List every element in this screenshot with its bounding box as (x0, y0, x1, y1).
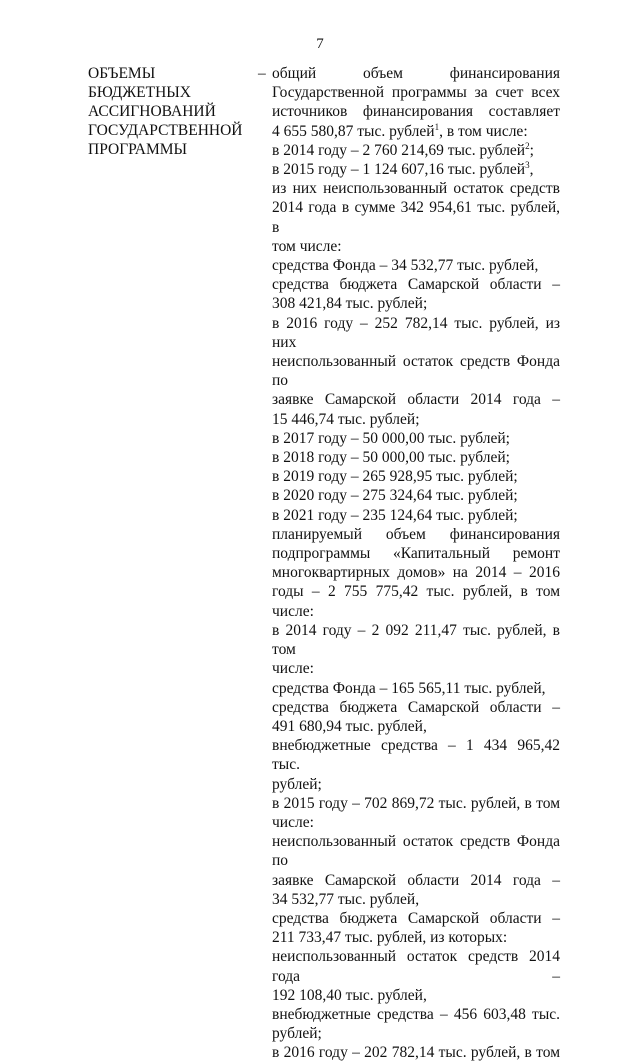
text-line (272, 410, 560, 429)
line-text: средства Фонда – 34 532,77 тыс. рублей, (272, 257, 539, 275)
line-text: в 2021 году – 235 124,64 тыс. рублей; (272, 506, 518, 524)
line-text: заявке Самарской области 2014 года – (272, 871, 560, 889)
text-line (272, 928, 560, 947)
line-text: в 2015 году – 702 869,72 тыс. рублей, в том (272, 794, 560, 812)
line-text: неиспользованный остаток средств Фонда по (272, 353, 560, 390)
line-text: рублей; (272, 1025, 322, 1043)
text-line (272, 352, 560, 390)
text-line (272, 1043, 560, 1062)
line-text: внебюджетные средства – 1 434 965,42 тыс. (272, 737, 560, 774)
line-text: в 2020 году – 275 324,64 тыс. рублей; (272, 487, 518, 505)
line-text: числе: (272, 660, 314, 678)
line-text: средства бюджета Самарской области – (272, 698, 560, 716)
line-text: рублей; (272, 775, 322, 793)
line-text: в 2014 году – 2 092 211,47 тыс. рублей, в том (272, 621, 560, 659)
line-text: в 2016 году – 202 782,14 тыс. рублей, в том (272, 1044, 560, 1062)
line-text: 2014 года в сумме 342 954,61 тыс. рублей, в (272, 199, 560, 236)
text-line (272, 122, 560, 141)
line-text: 192 108,40 тыс. рублей, (272, 986, 427, 1004)
text-line (272, 986, 560, 1005)
line-text: средства бюджета Самарской области – (272, 276, 560, 294)
line-text: средства Фонда – 165 565,11 тыс. рублей, (272, 679, 546, 697)
line-text-suffix: , (529, 161, 534, 179)
text-line (272, 294, 560, 313)
text-line (272, 947, 560, 985)
allocation-text (272, 64, 560, 1063)
line-text: 34 532,77 тыс. рублей, (272, 890, 420, 908)
text-line (272, 314, 560, 352)
text-line (272, 1024, 560, 1043)
text-line (272, 179, 560, 198)
text-line (272, 909, 560, 928)
heading-line: БЮДЖЕТНЫХ (88, 84, 191, 101)
text-line (272, 198, 560, 236)
text-line (272, 1005, 560, 1024)
line-text-suffix: ; (529, 141, 534, 159)
text-line (272, 621, 560, 659)
line-text: заявке Самарской области 2014 года – (272, 391, 560, 409)
text-line (272, 832, 560, 870)
line-text: в 2016 году – 252 782,14 тыс. рублей, из них (272, 314, 560, 351)
line-text: 308 421,84 тыс. рублей; (272, 295, 428, 313)
line-text-suffix: , в том числе: (439, 122, 528, 140)
line-text: в 2018 году – 50 000,00 тыс. рублей; (272, 449, 510, 467)
text-line (272, 486, 560, 505)
text-line (272, 141, 560, 160)
text-line (272, 448, 560, 467)
line-text: подпрограммы «Капитальный ремонт (272, 545, 560, 563)
line-text: годы – 2 755 775,42 тыс. рублей, в том (272, 583, 560, 601)
text-line (272, 467, 560, 486)
text-line (272, 813, 560, 832)
line-text: внебюджетные средства – 456 603,48 тыс. (272, 1005, 560, 1023)
text-line (272, 698, 560, 717)
footnote-marker: 1 (434, 121, 440, 132)
text-line (272, 64, 560, 83)
line-text: в 2019 году – 265 928,95 тыс. рублей; (272, 468, 518, 486)
line-text: неиспользованный остаток средств 2014 года – (272, 948, 560, 985)
heading-line: ПРОГРАММЫ (88, 141, 188, 158)
line-text: том числе: (272, 237, 342, 255)
section-heading (88, 64, 258, 159)
text-line (272, 890, 560, 909)
text-line (272, 256, 560, 275)
line-text: источников финансирования составляет (272, 103, 560, 121)
line-text: средства бюджета Самарской области – (272, 909, 560, 927)
line-text: 491 680,94 тыс. рублей, (272, 717, 427, 735)
text-line (272, 160, 560, 179)
text-line (272, 871, 560, 890)
text-line (272, 275, 560, 294)
text-line (272, 544, 560, 563)
text-line (272, 736, 560, 774)
text-line (272, 602, 560, 621)
text-line (272, 102, 560, 121)
line-text: 4 655 580,87 тыс. рублей (272, 122, 435, 140)
text-line (272, 237, 560, 256)
line-text: из них неиспользованный остаток средств (272, 180, 560, 198)
line-text: в 2015 году – 1 124 607,16 тыс. рублей (272, 161, 526, 179)
footnote-marker: 2 (525, 140, 530, 151)
text-line (272, 506, 560, 525)
text-line (272, 582, 560, 601)
line-text: в 2017 году – 50 000,00 тыс. рублей; (272, 429, 510, 447)
line-text: 15 446,74 тыс. рублей; (272, 410, 420, 428)
heading-line: АССИГНОВАНИЙ (88, 103, 216, 120)
page-number: 7 (316, 36, 324, 52)
text-line (272, 659, 560, 678)
line-text: планируемый объем финансирования (272, 525, 560, 543)
line-text: многоквартирных домов» на 2014 – 2016 (272, 564, 560, 582)
line-text: неиспользованный остаток средств Фонда по (272, 833, 560, 870)
line-text: общий объем финансирования (272, 65, 560, 82)
text-line (272, 563, 560, 582)
text-line (272, 525, 560, 544)
text-line (272, 717, 560, 736)
text-line (272, 775, 560, 794)
line-text: числе: (272, 602, 314, 620)
heading-line: ОБЪЕМЫ (88, 65, 156, 82)
text-line (272, 83, 560, 102)
line-text: числе: (272, 813, 314, 831)
text-line (272, 794, 560, 813)
text-line (272, 429, 560, 448)
line-text: в 2014 году – 2 760 214,69 тыс. рублей (272, 141, 526, 159)
footnote-marker: 3 (525, 160, 530, 171)
text-line (272, 679, 560, 698)
heading-line: ГОСУДАРСТВЕННОЙ (88, 122, 243, 139)
text-line (272, 390, 560, 409)
line-text: Государственной программы за счет всех (272, 84, 560, 102)
list-dash: – (258, 65, 266, 82)
line-text: 211 733,47 тыс. рублей, из которых: (272, 929, 508, 947)
